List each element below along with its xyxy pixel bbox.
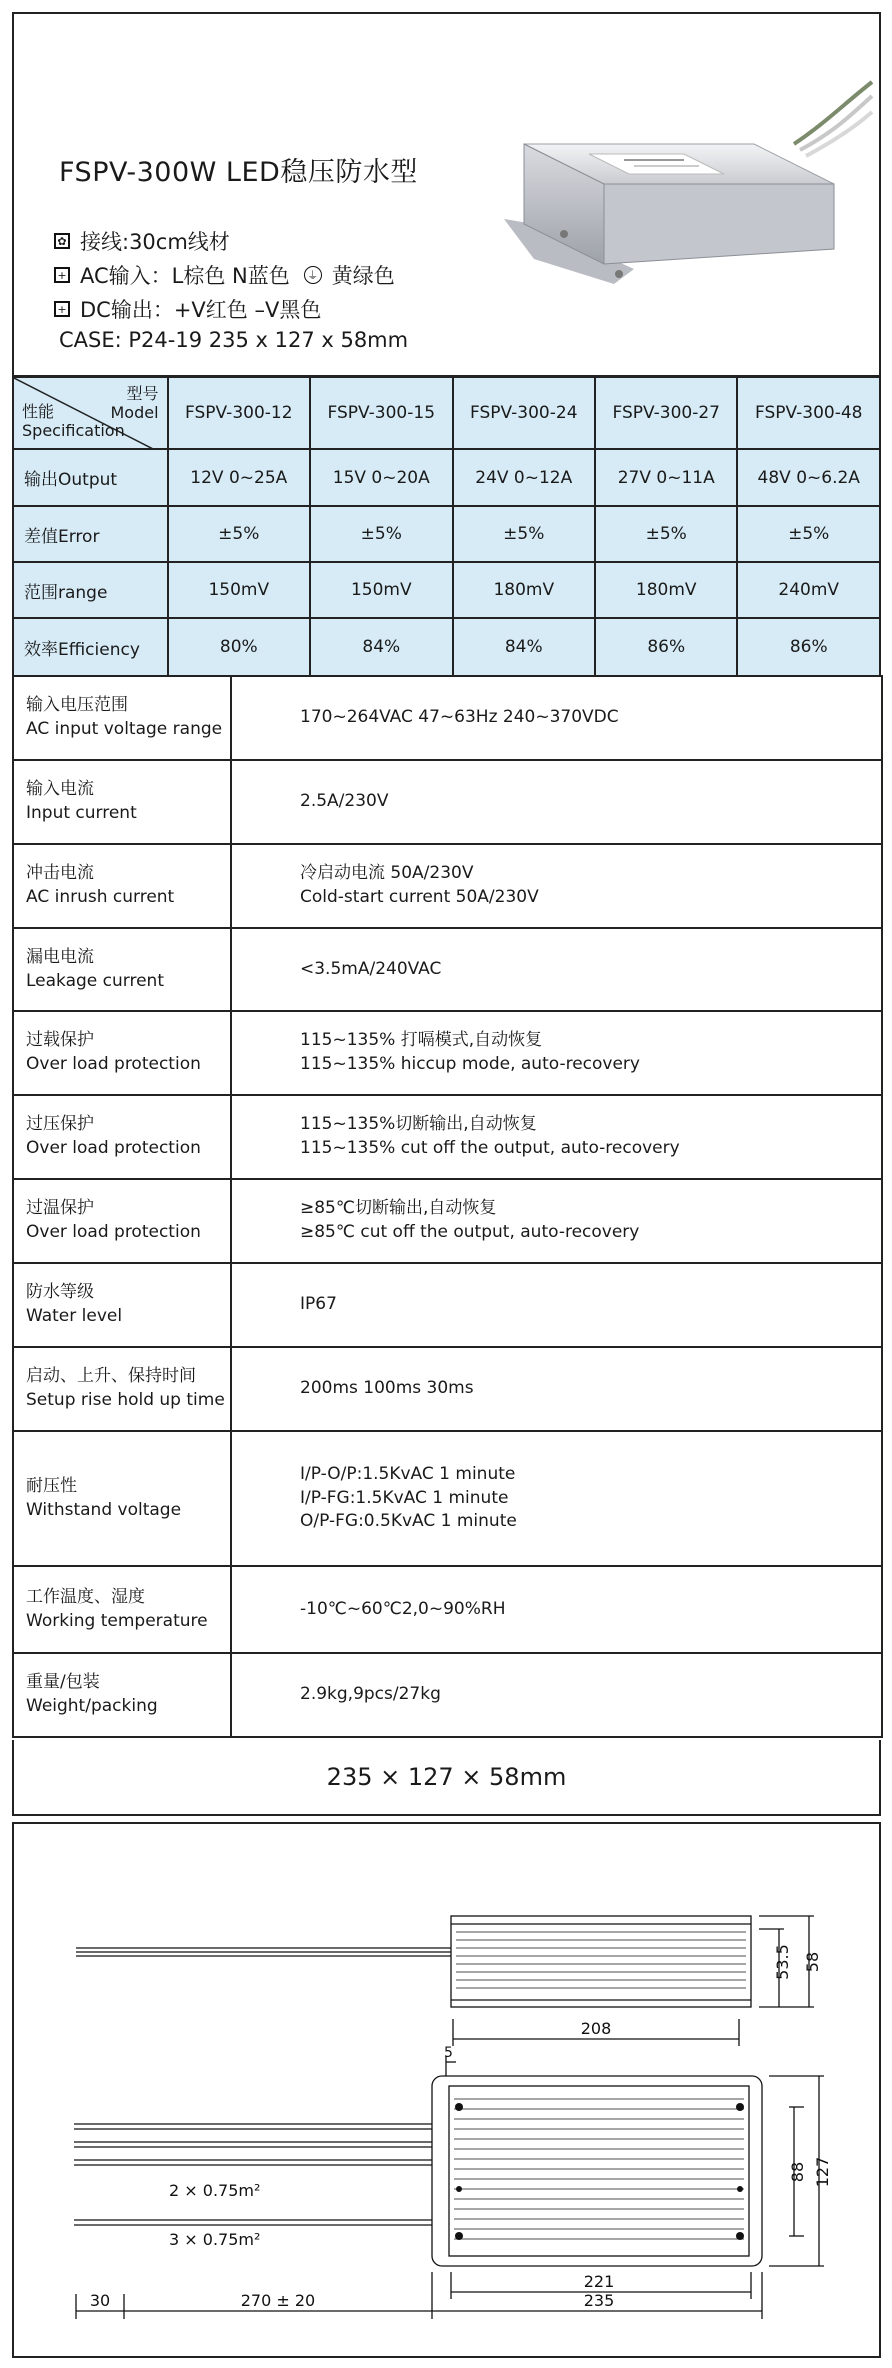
spec-row	[13, 928, 882, 1011]
spec-value: 2.9kg,9pcs/27kg	[231, 1653, 882, 1737]
error-row	[13, 506, 880, 562]
dim-53-5: 53.5	[773, 1944, 792, 1980]
spec-row	[13, 1566, 882, 1653]
table-cell: 27V 0~11A	[595, 449, 737, 506]
side-view-body	[451, 1916, 751, 2007]
table-cell: 86%	[737, 618, 880, 676]
spec-row	[13, 676, 882, 760]
dim-127: 127	[813, 2156, 832, 2188]
table-cell: 24V 0~12A	[453, 449, 595, 506]
spec-value: <3.5mA/240VAC	[231, 928, 882, 1011]
case-size-text: 235 × 127 × 58mm	[326, 1763, 567, 1791]
table-cell: 12V 0~25A	[168, 449, 310, 506]
grid-icon: +	[54, 267, 70, 283]
dim-58: 58	[803, 1951, 822, 1973]
ac-input-line	[54, 260, 395, 290]
table-cell: 80%	[168, 618, 310, 676]
ground-icon: ⏚	[304, 266, 322, 284]
efficiency-row	[13, 618, 880, 676]
dim-30: 30	[89, 2291, 111, 2310]
spec-row	[13, 1179, 882, 1263]
spec-label: 防水等级 Water level	[13, 1263, 231, 1347]
wire-spec-1: 2 × 0.75m²	[169, 2181, 261, 2200]
terminal-icon: ✿	[54, 233, 70, 249]
row-label: 输出Output	[13, 449, 168, 506]
model-header: FSPV-300-24	[453, 377, 595, 449]
dim-270: 270 ± 20	[240, 2291, 316, 2310]
table-cell: 15V 0~20A	[310, 449, 452, 506]
dim-88: 88	[788, 2161, 807, 2183]
dim-5: 5	[444, 2045, 453, 2061]
spec-label: 过载保护 Over load protection	[13, 1011, 231, 1095]
spec-row	[13, 1011, 882, 1095]
table-cell: ±5%	[453, 506, 595, 562]
model-header: FSPV-300-27	[595, 377, 737, 449]
dim-235: 235	[583, 2291, 615, 2310]
model-header: FSPV-300-48	[737, 377, 880, 449]
ac-input-text: AC输入：L棕色 N蓝色	[80, 264, 290, 288]
table-cell: 84%	[310, 618, 452, 676]
dc-output-line	[54, 294, 321, 324]
model-header: FSPV-300-15	[310, 377, 452, 449]
spec-label: 输入电流 Input current	[13, 760, 231, 844]
product-image	[494, 74, 874, 294]
spec-label: 漏电电流 Leakage current	[13, 928, 231, 1011]
spec-label: 过压保护 Over load protection	[13, 1095, 231, 1179]
range-row	[13, 562, 880, 618]
table-cell: 84%	[453, 618, 595, 676]
case-line	[59, 328, 408, 352]
performance-table	[12, 376, 881, 677]
spec-row	[13, 1095, 882, 1179]
spec-value: 170~264VAC 47~63Hz 240~370VDC	[231, 676, 882, 760]
spec-label: 耐压性 Withstand voltage	[13, 1431, 231, 1566]
table-cell: 150mV	[310, 562, 452, 618]
spec-label: 冲击电流 AC inrush current	[13, 844, 231, 928]
row-label: 差值Error	[13, 506, 168, 562]
row-label: 范围range	[13, 562, 168, 618]
spec-value: 冷启动电流 50A/230V Cold-start current 50A/230V	[231, 844, 882, 928]
table-cell: ±5%	[310, 506, 452, 562]
ac-ground-text: 黄绿色	[331, 264, 395, 288]
spec-row	[13, 760, 882, 844]
spec-label: 输入电压范围 AC input voltage range	[13, 676, 231, 760]
model-header-row	[13, 377, 880, 449]
model-corner-label: 型号 Model	[110, 384, 159, 423]
table-cell: 86%	[595, 618, 737, 676]
table-cell: 180mV	[595, 562, 737, 618]
table-cell: 180mV	[453, 562, 595, 618]
dimension-drawing	[12, 1822, 881, 2358]
spec-label: 重量/包装 Weight/packing	[13, 1653, 231, 1737]
spec-value: 115~135% 打嗝模式,自动恢复 115~135% hiccup mode, auto-recovery	[231, 1011, 882, 1095]
case-text: CASE: P24-19 235 x 127 x 58mm	[59, 328, 409, 352]
output-row	[13, 449, 880, 506]
dim-221: 221	[583, 2272, 615, 2291]
dc-output-text: DC输出：+V红色 –V黑色	[80, 298, 322, 322]
table-cell: 240mV	[737, 562, 880, 618]
spec-value: ≥85℃切断输出,自动恢复 ≥85℃ cut off the output, auto-recovery	[231, 1179, 882, 1263]
spec-value: 115~135%切断输出,自动恢复 115~135% cut off the output, auto-recovery	[231, 1095, 882, 1179]
dim-208: 208	[580, 2019, 612, 2038]
spec-row	[13, 1431, 882, 1566]
spec-label: 启动、上升、保持时间 Setup rise hold up time	[13, 1347, 231, 1431]
spec-row	[13, 844, 882, 928]
table-cell: ±5%	[595, 506, 737, 562]
wire-spec-2: 3 × 0.75m²	[169, 2230, 261, 2249]
plan-view-body	[432, 2076, 762, 2266]
spec-label: 工作温度、湿度 Working temperature	[13, 1566, 231, 1653]
specification-table	[12, 675, 883, 1738]
spec-value: I/P-O/P:1.5KvAC 1 minute I/P-FG:1.5KvAC 1 minute O/P-FG:0.5KvAC 1 minute	[231, 1431, 882, 1566]
table-cell: ±5%	[168, 506, 310, 562]
model-header: FSPV-300-12	[168, 377, 310, 449]
spec-label: 过温保护 Over load protection	[13, 1179, 231, 1263]
table-cell: 150mV	[168, 562, 310, 618]
spec-row	[13, 1263, 882, 1347]
table-cell: ±5%	[737, 506, 880, 562]
product-title: FSPV-300W LED稳压防水型	[59, 157, 418, 188]
spec-value: IP67	[231, 1263, 882, 1347]
case-size-bar	[12, 1740, 881, 1816]
table-cell: 48V 0~6.2A	[737, 449, 880, 506]
spec-row	[13, 1653, 882, 1737]
wiring-text: 接线:30cm线材	[80, 230, 230, 254]
spec-value: 200ms 100ms 30ms	[231, 1347, 882, 1431]
spec-corner-label: 性能 Specification	[22, 401, 125, 440]
grid-icon: +	[54, 301, 70, 317]
product-header	[12, 12, 881, 377]
row-label: 效率Efficiency	[13, 618, 168, 676]
spec-row	[13, 1347, 882, 1431]
wiring-line	[54, 226, 230, 256]
corner-header-cell	[13, 377, 168, 449]
spec-value: 2.5A/230V	[231, 760, 882, 844]
spec-value: -10℃~60℃2,0~90%RH	[231, 1566, 882, 1653]
drawing-svg	[14, 1824, 883, 2360]
